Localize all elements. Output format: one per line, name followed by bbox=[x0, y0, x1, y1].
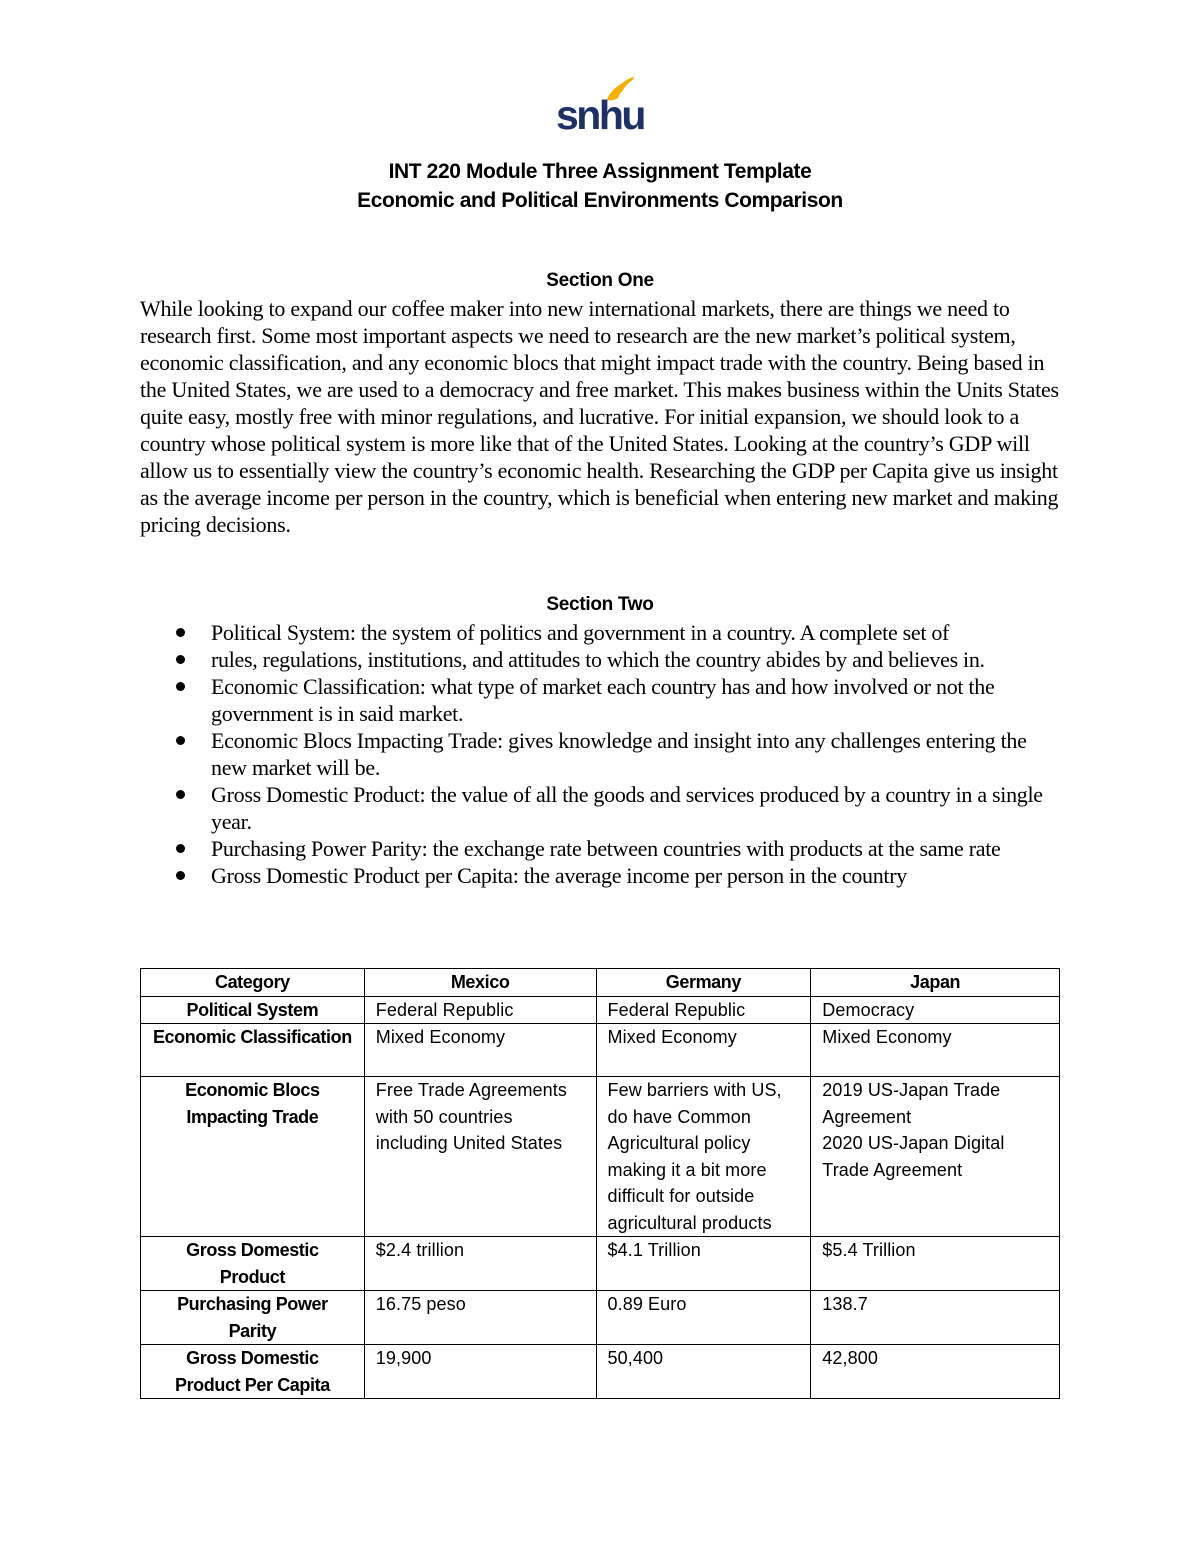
bullet-text: Gross Domestic Product: the value of all the goods and services produced by a country in a single year. bbox=[211, 782, 1043, 834]
row-category-label: Economic Classification bbox=[141, 1024, 365, 1077]
header-germany: Germany bbox=[596, 969, 811, 997]
document-subtitle: Economic and Political Environments Comparison bbox=[357, 189, 843, 212]
bullet-icon bbox=[176, 682, 185, 691]
bullet-item bbox=[140, 619, 1060, 646]
bullet-item bbox=[140, 673, 1060, 727]
row-category-label: Economic Blocs Impacting Trade bbox=[141, 1077, 365, 1237]
bullet-icon bbox=[176, 871, 185, 880]
bullet-icon bbox=[176, 736, 185, 745]
cell-germany: Mixed Economy bbox=[596, 1024, 811, 1077]
row-category-label: Purchasing Power Parity bbox=[141, 1291, 365, 1345]
bullet-text: Economic Classification: what type of market each country has and how involved or not the government is in said market. bbox=[211, 674, 995, 726]
section-two-heading: Section Two bbox=[546, 594, 654, 615]
cell-japan: Mixed Economy bbox=[811, 1024, 1060, 1077]
bullet-text: rules, regulations, institutions, and attitudes to which the country abides by and believes in. bbox=[211, 647, 985, 672]
cell-germany: 50,400 bbox=[596, 1345, 811, 1399]
cell-germany: 0.89 Euro bbox=[596, 1291, 811, 1345]
snhu-logo bbox=[555, 72, 645, 134]
document-title: INT 220 Module Three Assignment Template bbox=[388, 160, 812, 183]
bullet-item bbox=[140, 835, 1060, 862]
header-category: Category bbox=[141, 969, 365, 997]
cell-japan: $5.4 Trillion bbox=[811, 1237, 1060, 1291]
bullet-item bbox=[140, 781, 1060, 835]
bullet-text: Gross Domestic Product per Capita: the average income per person in the country bbox=[211, 863, 907, 888]
bullet-icon bbox=[176, 628, 185, 637]
cell-japan: 138.7 bbox=[811, 1291, 1060, 1345]
cell-germany: Federal Republic bbox=[596, 996, 811, 1024]
table-row-gdp bbox=[141, 1237, 1060, 1291]
table-row-economic-blocs bbox=[141, 1077, 1060, 1237]
header-japan: Japan bbox=[811, 969, 1060, 997]
cell-japan: 42,800 bbox=[811, 1345, 1060, 1399]
cell-mexico: Mixed Economy bbox=[364, 1024, 596, 1077]
section-one-body: While looking to expand our coffee maker into new international markets, there are things we need to research first. Some most important aspects we need to research are the new market’s political system, economic classification, and any economic blocs that might impact trade with the country. Being based in the United States, we are used to a democracy and free market. This makes business within the Units States quite easy, mostly free with minor regulations, and lucrative. For initial expansion, we should look to a country whose political system is more like that of the United States. Looking at the country’s GDP will allow us to essentially view the country’s economic health. Researching the GDP per Capita give us insight as the average income per person in the country, which is beneficial when entering new market and making pricing decisions. bbox=[140, 296, 1059, 537]
cell-mexico: $2.4 trillion bbox=[364, 1237, 596, 1291]
bullet-item bbox=[140, 727, 1060, 781]
table-row-ppp bbox=[141, 1291, 1060, 1345]
table-row-political-system bbox=[141, 996, 1060, 1024]
table-row-gdp-per-capita bbox=[141, 1345, 1060, 1399]
bullet-item bbox=[140, 646, 1060, 673]
cell-mexico: Free Trade Agreements with 50 countries including United States bbox=[364, 1077, 596, 1237]
cell-mexico: 16.75 peso bbox=[364, 1291, 596, 1345]
table-row-economic-classification bbox=[141, 1024, 1060, 1077]
cell-japan: 2019 US-Japan Trade Agreement 2020 US-Japan Digital Trade Agreement bbox=[811, 1077, 1060, 1237]
section-one-heading: Section One bbox=[546, 270, 654, 291]
section-two-bullet-list bbox=[140, 619, 1060, 889]
header-mexico: Mexico bbox=[364, 969, 596, 997]
bullet-text: Purchasing Power Parity: the exchange rate between countries with products at the same rate bbox=[211, 836, 1001, 861]
cell-germany: $4.1 Trillion bbox=[596, 1237, 811, 1291]
cell-germany: Few barriers with US, do have Common Agricultural policy making it a bit more difficult for outside agricultural products bbox=[596, 1077, 811, 1237]
bullet-icon bbox=[176, 790, 185, 799]
document-header bbox=[0, 157, 1200, 215]
table-header-row bbox=[141, 969, 1060, 997]
row-category-label: Gross Domestic Product bbox=[141, 1237, 365, 1291]
bullet-text: Economic Blocs Impacting Trade: gives knowledge and insight into any challenges entering the new market will be. bbox=[211, 728, 1027, 780]
row-category-label: Gross Domestic Product Per Capita bbox=[141, 1345, 365, 1399]
bullet-item bbox=[140, 862, 1060, 889]
cell-japan: Democracy bbox=[811, 996, 1060, 1024]
cell-mexico: 19,900 bbox=[364, 1345, 596, 1399]
cell-mexico: Federal Republic bbox=[364, 996, 596, 1024]
comparison-table bbox=[140, 968, 1060, 1399]
logo-text: snhu bbox=[556, 92, 644, 134]
bullet-text: Political System: the system of politics and government in a country. A complete set of bbox=[211, 620, 950, 645]
bullet-icon bbox=[176, 844, 185, 853]
bullet-icon bbox=[176, 655, 185, 664]
row-category-label: Political System bbox=[141, 996, 365, 1024]
